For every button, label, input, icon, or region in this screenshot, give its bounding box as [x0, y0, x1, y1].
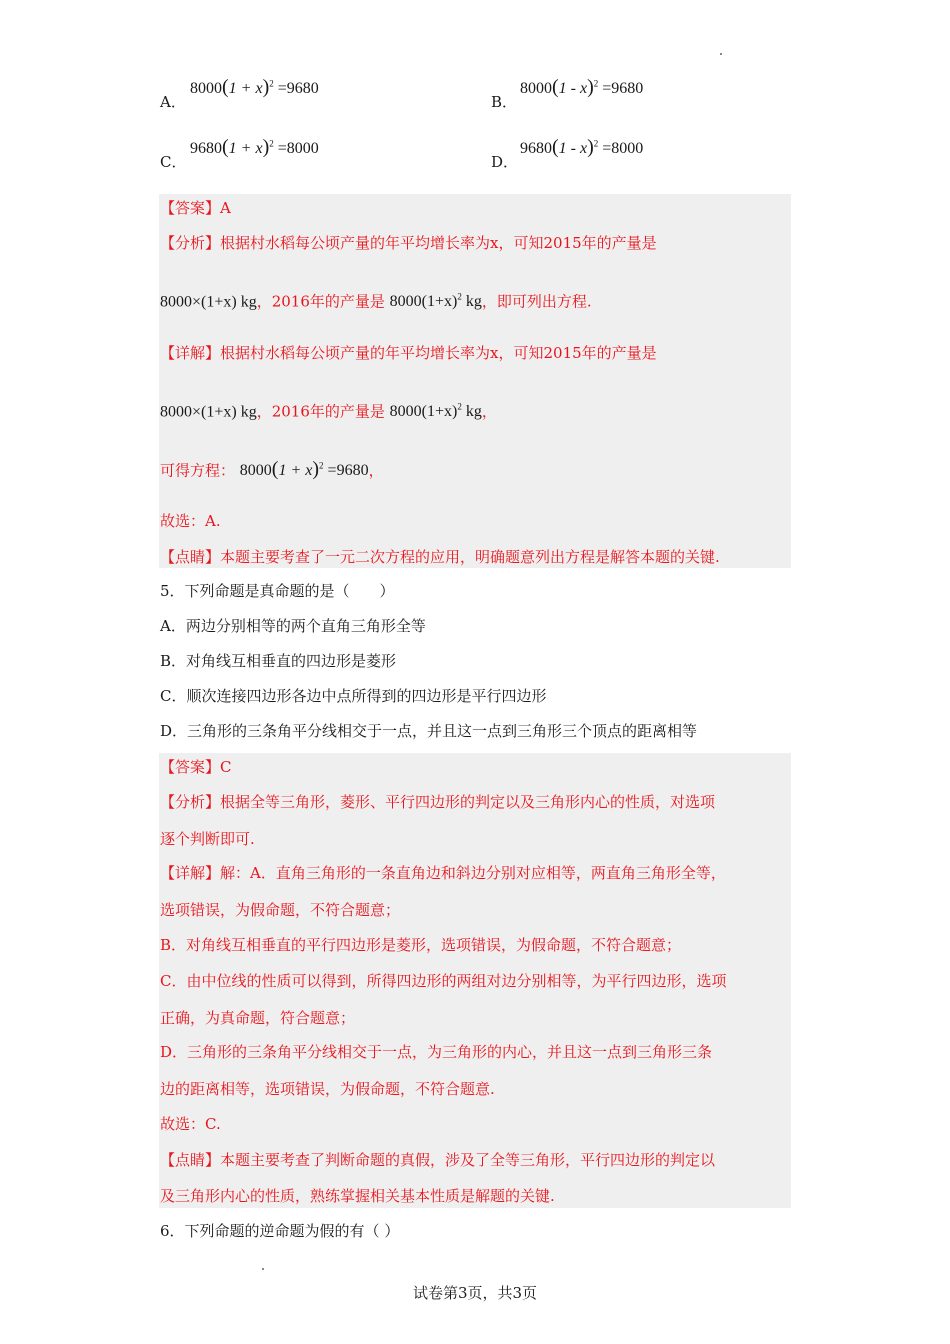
q4-equation: 可得方程： $8000(1 + x)^2 =9680$， — [160, 458, 384, 481]
q4-comment: 【点睛】本题主要考查了一元二次方程的应用，明确题意列出方程是解答本题的关键. — [160, 548, 720, 566]
q4-analysis-cont: 8000×(1+x) kg，2016年的产量是 $8000(1+x)^2$ kg，即可列出方程. — [160, 292, 592, 311]
option-a-formula: $8000(1 + x)^2 =9680$ — [190, 76, 319, 98]
q5-comment-cont: 及三角形内心的性质，熟练掌握相关基本性质是解题的关键. — [160, 1187, 555, 1205]
q6-stem: 6．下列命题的逆命题为假的有（ ） — [160, 1222, 400, 1240]
option-d-formula: 9680(1 - x)$^2$ =8000 — [520, 136, 644, 158]
q5-detail-c: C．由中位线的性质可以得到，所得四边形的两组对边分别相等，为平行四边形，选项 — [160, 972, 727, 990]
q5-option-b: B．对角线互相垂直的四边形是菱形 — [160, 652, 397, 670]
q5-option-c: C．顺次连接四边形各边中点所得到的四边形是平行四边形 — [160, 687, 547, 705]
page-dot — [262, 1268, 264, 1270]
q5-detail: 【详解】解：A．直角三角形的一条直角边和斜边分别对应相等，两直角三角形全等， — [160, 864, 726, 882]
q4-detail: 【详解】根据村水稻每公顷产量的年平均增长率为x，可知2015年的产量是 — [160, 344, 657, 362]
q5-answer: 【答案】C — [160, 758, 232, 776]
q4-answer: 【答案】A — [160, 199, 231, 217]
q5-detail-a-cont: 选项错误，为假命题，不符合题意； — [160, 901, 401, 919]
option-a-label: A． — [160, 93, 186, 111]
q5-detail-c-cont: 正确，为真命题，符合题意； — [160, 1009, 356, 1027]
q5-comment: 【点睛】本题主要考查了判断命题的真假，涉及了全等三角形，平行四边形的判定以 — [160, 1151, 716, 1169]
q5-option-a: A．两边分别相等的两个直角三角形全等 — [160, 617, 426, 635]
option-c-label: C． — [160, 153, 187, 171]
q5-option-d: D．三角形的三条角平分线相交于一点，并且这一点到三角形三个顶点的距离相等 — [160, 722, 698, 740]
page-footer: 试卷第3页，共3页 — [412, 1284, 538, 1302]
option-c-formula: $9680(1 + x)^2 =8000$ — [190, 136, 319, 158]
q5-analysis: 【分析】根据全等三角形，菱形、平行四边形的判定以及三角形内心的性质，对选项 — [160, 793, 716, 811]
q5-choose: 故选：C. — [160, 1115, 221, 1133]
page-dot — [720, 53, 722, 55]
q4-detail-cont: 8000×(1+x) kg，2016年的产量是 $8000(1+x)^2$ kg， — [160, 402, 497, 421]
option-b-formula: 8000(1 - x)$^2$ =9680 — [520, 76, 644, 98]
q5-stem: 5．下列命题是真命题的是（ ） — [160, 582, 395, 600]
q5-detail-d: D．三角形的三条角平分线相交于一点，为三角形的内心，并且这一点到三角形三条 — [160, 1043, 713, 1061]
option-d-label: D． — [491, 153, 519, 171]
q5-analysis-cont: 逐个判断即可. — [160, 830, 255, 848]
q4-choose: 故选：A. — [160, 512, 221, 530]
q5-detail-d-cont: 边的距离相等，选项错误，为假命题，不符合题意. — [160, 1080, 495, 1098]
q5-detail-b: B．对角线互相垂直的平行四边形是菱形，选项错误，为假命题，不符合题意； — [160, 936, 682, 954]
q4-analysis: 【分析】根据村水稻每公顷产量的年平均增长率为x，可知2015年的产量是 — [160, 234, 657, 252]
option-b-label: B． — [491, 93, 518, 111]
